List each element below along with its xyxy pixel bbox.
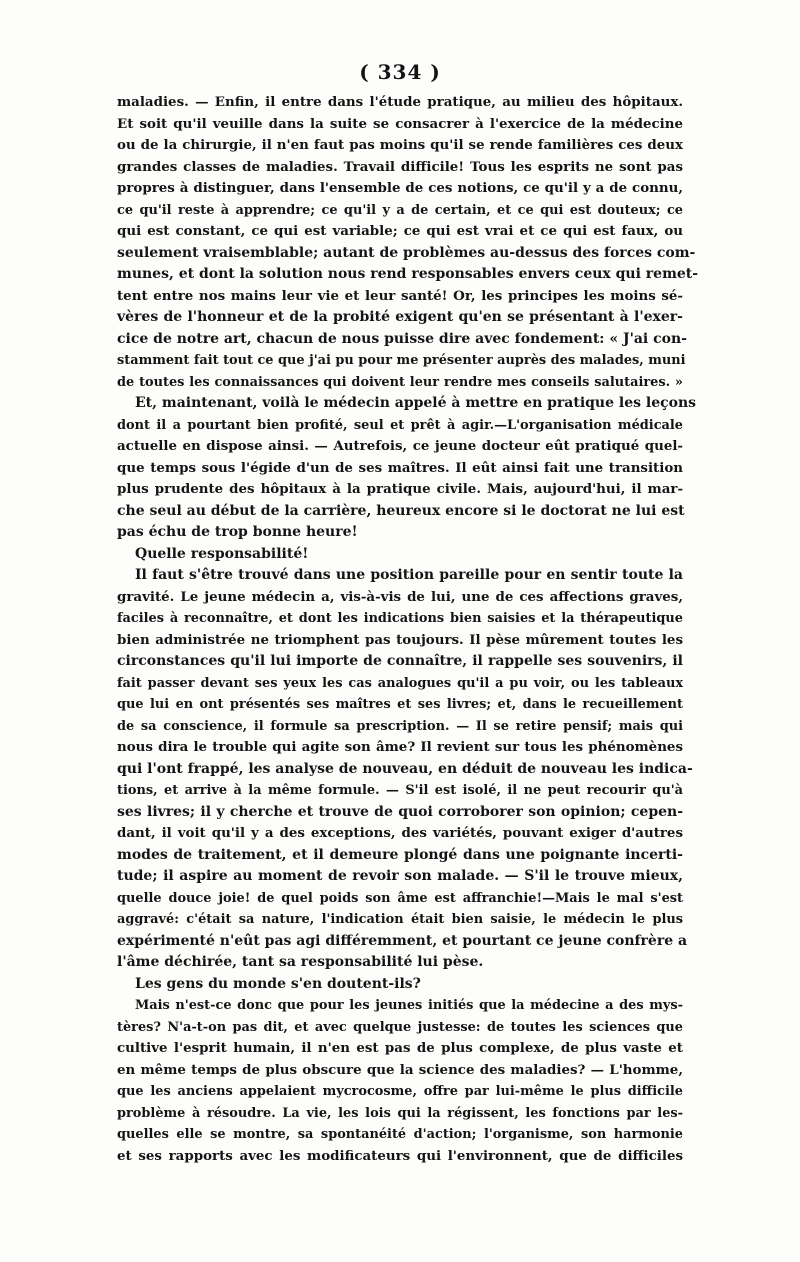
text-line: Et soit qu'il veuille dans la suite se consacrer à l'exercice de la médecine (117, 115, 683, 132)
text-line: problème à résoudre. La vie, les lois qui la régissent, les fonctions par les- (117, 1105, 683, 1121)
text-line: que temps sous l'égide d'un de ses maîtres. Il eût ainsi fait une transition (117, 459, 683, 476)
text-line: vères de l'honneur et de la probité exigent qu'en se présentant à l'exer- (117, 309, 683, 325)
text-line: expérimenté n'eût pas agi différemment, et pourtant ce jeune confrère a (117, 932, 688, 949)
text-line: ses livres; il y cherche et trouve de quoi corroborer son opinion; cepen- (117, 803, 683, 820)
text-line: Et, maintenant, voilà le médecin appelé à mettre en pratique les leçons (135, 395, 697, 411)
text-line: nous dira le trouble qui agite son âme? Il revient sur tous les phénomènes (117, 739, 683, 755)
text-line: quelle douce joie! de quel poids son âme est affranchie!—Mais le mal s'est (117, 890, 683, 906)
page-number: ( 334 ) (359, 60, 441, 84)
text-line: grandes classes de maladies. Travail difficile! Tous les esprits ne sont pas (117, 158, 683, 175)
text-line: dant, il voit qu'il y a des exceptions, des variétés, pouvant exiger d'autres (117, 825, 683, 841)
text-line: que lui en ont présentés ses maîtres et ses livres; et, dans le recueillement (117, 697, 683, 712)
text-line: Quelle responsabilité! (135, 545, 309, 562)
text-line: Mais n'est-ce donc que pour les jeunes initiés que la médecine a des mys- (135, 998, 683, 1013)
text-line: maladies. — Enfin, il entre dans l'étude pratique, au milieu des hôpitaux. (117, 94, 683, 110)
text-line: de toutes les connaissances qui doivent leur rendre mes conseils salutaires. » (117, 374, 683, 390)
text-line: pas échu de trop bonne heure! (117, 524, 358, 540)
text-line: cice de notre art, chacun de nous puisse dire avec fondement: « J'ai con- (117, 330, 687, 347)
text-line: actuelle en dispose ainsi. — Autrefois, ce jeune docteur eût pratiqué quel- (117, 438, 683, 454)
text-line: et ses rapports avec les modificateurs qui l'environnent, que de difficiles (117, 1147, 683, 1164)
text-line: quelles elle se montre, sa spontanéité d'action; l'organisme, son harmonie (117, 1127, 683, 1142)
text-line: propres à distinguer, dans l'ensemble de ces notions, ce qu'il y a de connu, (117, 180, 683, 196)
text-line: ce qu'il reste à apprendre; ce qu'il y a de certain, et ce qui est douteux; ce (117, 202, 683, 218)
text-line: Il faut s'être trouvé dans une position pareille pour en sentir toute la (135, 567, 683, 583)
text-line: dont il a pourtant bien profité, seul et prêt à agir.—L'organisation médicale (117, 417, 683, 433)
text-line: munes, et dont la solution nous rend responsables envers ceux qui remet- (117, 266, 699, 282)
text-line: modes de traitement, et il demeure plongé dans une poignante incerti- (117, 846, 683, 863)
text-line: circonstances qu'il lui importe de connaître, il rappelle ses souvenirs, il (117, 653, 683, 669)
text-line: ou de la chirurgie, il n'en faut pas moins qu'il se rende familières ces deux (117, 137, 683, 153)
text-line: tent entre nos mains leur vie et leur santé! Or, les principes les moins sé- (117, 287, 683, 304)
text-line: faciles à reconnaître, et dont les indications bien saisies et la thérapeutique (117, 611, 683, 626)
text-line: cultive l'esprit humain, il n'en est pas de plus complexe, de plus vaste et (117, 1040, 683, 1056)
text-line: qui est constant, ce qui est variable; ce qui est vrai et ce qui est faux, ou (117, 223, 683, 239)
text-line: que les anciens appelaient mycrocosme, offre par lui-même le plus difficile (117, 1084, 683, 1099)
text-line: tères? N'a-t-on pas dit, et avec quelque justesse: de toutes les sciences que (117, 1019, 683, 1035)
text-line: stamment fait tout ce que j'ai pu pour me présenter auprès des malades, muni (117, 353, 686, 368)
text-line: de sa conscience, il formule sa prescription. — Il se retire pensif; mais qui (117, 718, 683, 734)
text-line: che seul au début de la carrière, heureux encore si le doctorat ne lui est (117, 502, 685, 519)
text-line: gravité. Le jeune médecin a, vis-à-vis de lui, une de ces affections graves, (117, 588, 683, 605)
text-line: bien administrée ne triomphent pas toujours. Il pèse mûrement toutes les (117, 631, 683, 648)
text-line: l'âme déchirée, tant sa responsabilité lui pèse. (117, 954, 484, 970)
text-line: en même temps de plus obscure que la science des maladies? — L'homme, (117, 1061, 683, 1078)
text-line: fait passer devant ses yeux les cas analogues qu'il a pu voir, ou les tableaux (117, 675, 683, 691)
text-line: tude; il aspire au moment de revoir son malade. — S'il le trouve mieux, (117, 868, 683, 884)
text-line: seulement vraisemblable; autant de problèmes au-dessus des forces com- (117, 244, 696, 261)
body-text (117, 92, 699, 1167)
text-line: plus prudente des hôpitaux à la pratique civile. Mais, aujourd'hui, il mar- (117, 481, 683, 497)
text-line: Les gens du monde s'en doutent-ils? (135, 975, 421, 992)
text-line: qui l'ont frappé, les analyse de nouveau, en déduit de nouveau les indica- (117, 760, 693, 777)
text-line: tions, et arrive à la même formule. — S'il est isolé, il ne peut recourir qu'à (117, 783, 683, 798)
text-line: aggravé: c'était sa nature, l'indication était bien saisie, le médecin le plus (117, 912, 683, 927)
